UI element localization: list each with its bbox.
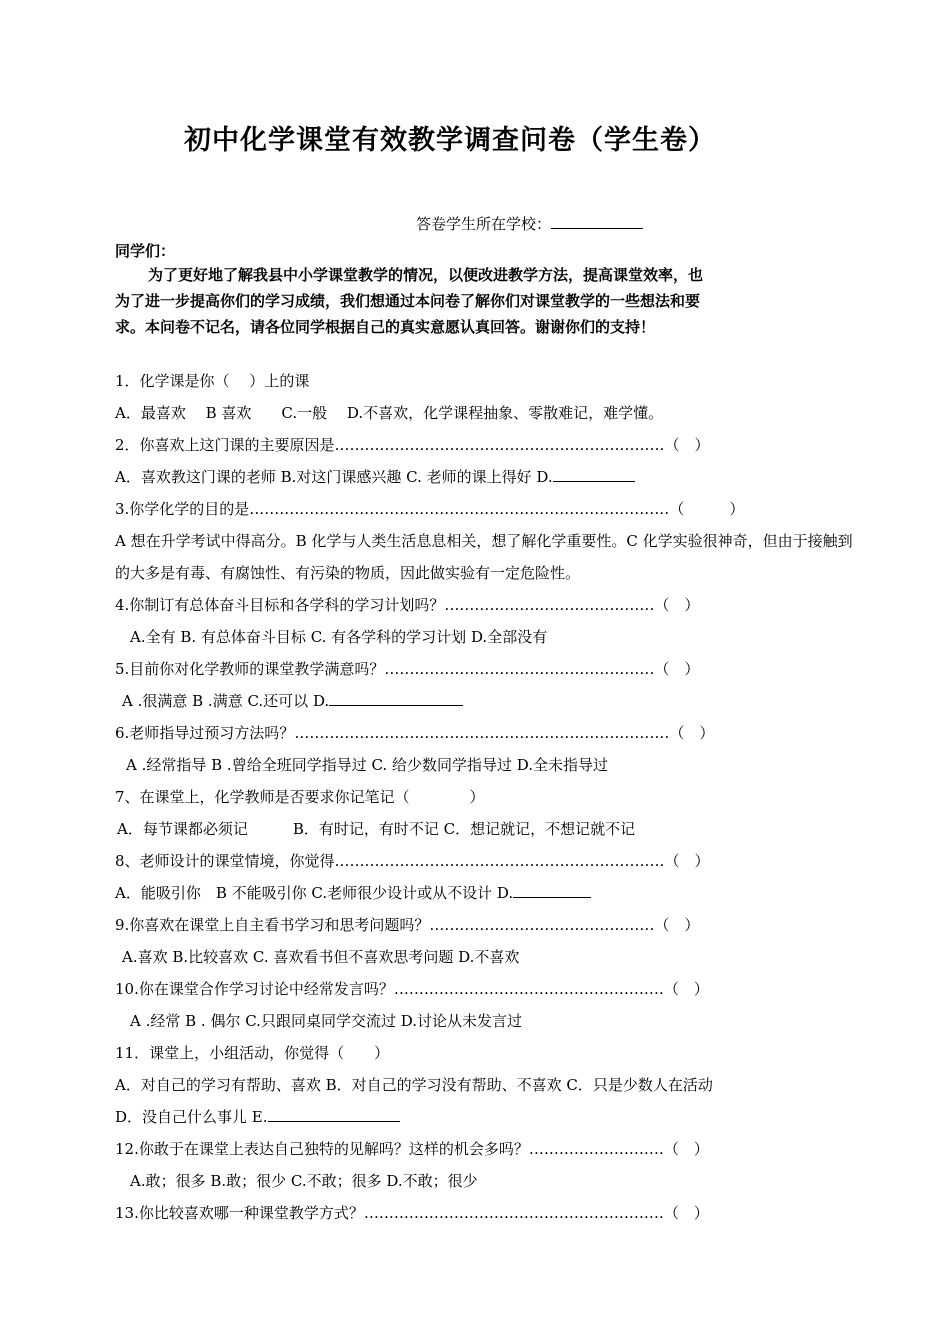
intro-line: 求。本问卷不记名，请各位同学根据自己的真实意愿认真回答。谢谢你们的支持！: [115, 318, 656, 336]
question-5-options-text: A .很满意 B .满意 C.还可以 D.: [122, 692, 330, 710]
intro-paragraph: [115, 262, 775, 340]
question-5: 5.目前你对化学教师的课堂教学满意吗？………………………………………………（ ）: [115, 660, 700, 678]
question-12: 12.你敢于在课堂上表达自己独特的见解吗？这样的机会多吗？………………………（ ）: [115, 1140, 709, 1158]
question-10-options: A .经常 B . 偶尔 C.只跟同桌同学交流过 D.讨论从未发言过: [130, 1012, 522, 1030]
question-8-blank[interactable]: [513, 883, 591, 898]
question-1: 1．化学课是你（ ）上的课: [115, 372, 310, 390]
question-9-options: A.喜欢 B.比较喜欢 C. 喜欢看书但不喜欢思考问题 D.不喜欢: [122, 948, 520, 966]
question-8-options-text: A．能吸引你 B 不能吸引你 C.老师很少设计或从不设计 D.: [115, 884, 514, 902]
question-2-blank[interactable]: [553, 467, 635, 482]
question-4: 4.你制订有总体奋斗目标和各学科的学习计划吗？……………………………………（ ）: [115, 596, 700, 614]
page-title: 初中化学课堂有效教学调查问卷（学生卷）: [184, 125, 716, 156]
question-11-blank[interactable]: [268, 1107, 400, 1122]
question-11-options-a: A．对自己的学习有帮助、喜欢 B．对自己的学习没有帮助、不喜欢 C．只是少数人在活动: [115, 1076, 713, 1094]
question-11-options-b: [115, 1107, 400, 1127]
intro-line: 为了进一步提高你们的学习成绩，我们想通过本问卷了解你们对课堂教学的一些想法和要: [115, 292, 701, 310]
question-6: 6.老师指导过预习方法吗？…………………………………………………………………（ ）: [115, 724, 715, 742]
question-10: 10.你在课堂合作学习讨论中经常发言吗？………………………………………………（ ）: [115, 980, 709, 998]
question-4-options: A.全有 B. 有总体奋斗目标 C. 有各学科的学习计划 D.全部没有: [130, 628, 548, 646]
intro-line: 为了更好地了解我县中小学课堂教学的情况，以便改进教学方法，提高课堂效率，也: [148, 266, 704, 284]
question-3-options: A 想在升学考试中得高分。B 化学与人类生活息息相关，想了解化学重要性。C 化学实验很神奇，但由于接触到的大多是有毒、有腐蚀性、有污染的物质，因此做实验有一定危险性。: [115, 532, 853, 582]
question-7: 7、在课堂上，化学教师是否要求你记笔记（ ）: [115, 788, 485, 806]
question-13: 13.你比较喜欢哪一种课堂教学方式？……………………………………………………（ ）: [115, 1204, 709, 1222]
question-6-options: A .经常指导 B .曾给全班同学指导过 C. 给少数同学指导过 D.全未指导过: [126, 756, 608, 774]
question-1-options: A．最喜欢 B 喜欢 C.一般 D.不喜欢，化学课程抽象、零散难记，难学懂。: [115, 404, 664, 422]
question-2: 2．你喜欢上这门课的主要原因是…………………………………………………………（ ）: [115, 436, 710, 454]
school-field: [416, 213, 643, 234]
question-12-options: A.敢；很多 B.敢；很少 C.不敢；很多 D.不敢；很少: [130, 1172, 478, 1190]
question-3: 3.你学化学的目的是…………………………………………………………………………（ ）: [115, 500, 745, 518]
question-11-options-b-text: D．没自己什么事儿 E.: [115, 1108, 268, 1126]
greeting: 同学们：: [115, 242, 176, 260]
question-8: 8、老师设计的课堂情境，你觉得…………………………………………………………（ ）: [115, 852, 710, 870]
question-9: 9.你喜欢在课堂上自主看书学习和思考问题吗？………………………………………（ ）: [115, 916, 700, 934]
question-7-options: A．每节课都必须记 B．有时记，有时不记 C．想记就记，不想记就不记: [117, 820, 636, 838]
question-5-blank[interactable]: [329, 691, 463, 706]
question-8-options: [115, 883, 591, 903]
question-2-options-text: A．喜欢教这门课的老师 B.对这门课感兴趣 C. 老师的课上得好 D.: [115, 468, 553, 486]
question-11: 11．课堂上，小组活动，你觉得（ ）: [115, 1044, 390, 1062]
question-5-options: [122, 691, 463, 711]
question-2-options: [115, 467, 635, 487]
school-blank[interactable]: [551, 214, 643, 229]
school-label: 答卷学生所在学校：: [416, 215, 552, 233]
